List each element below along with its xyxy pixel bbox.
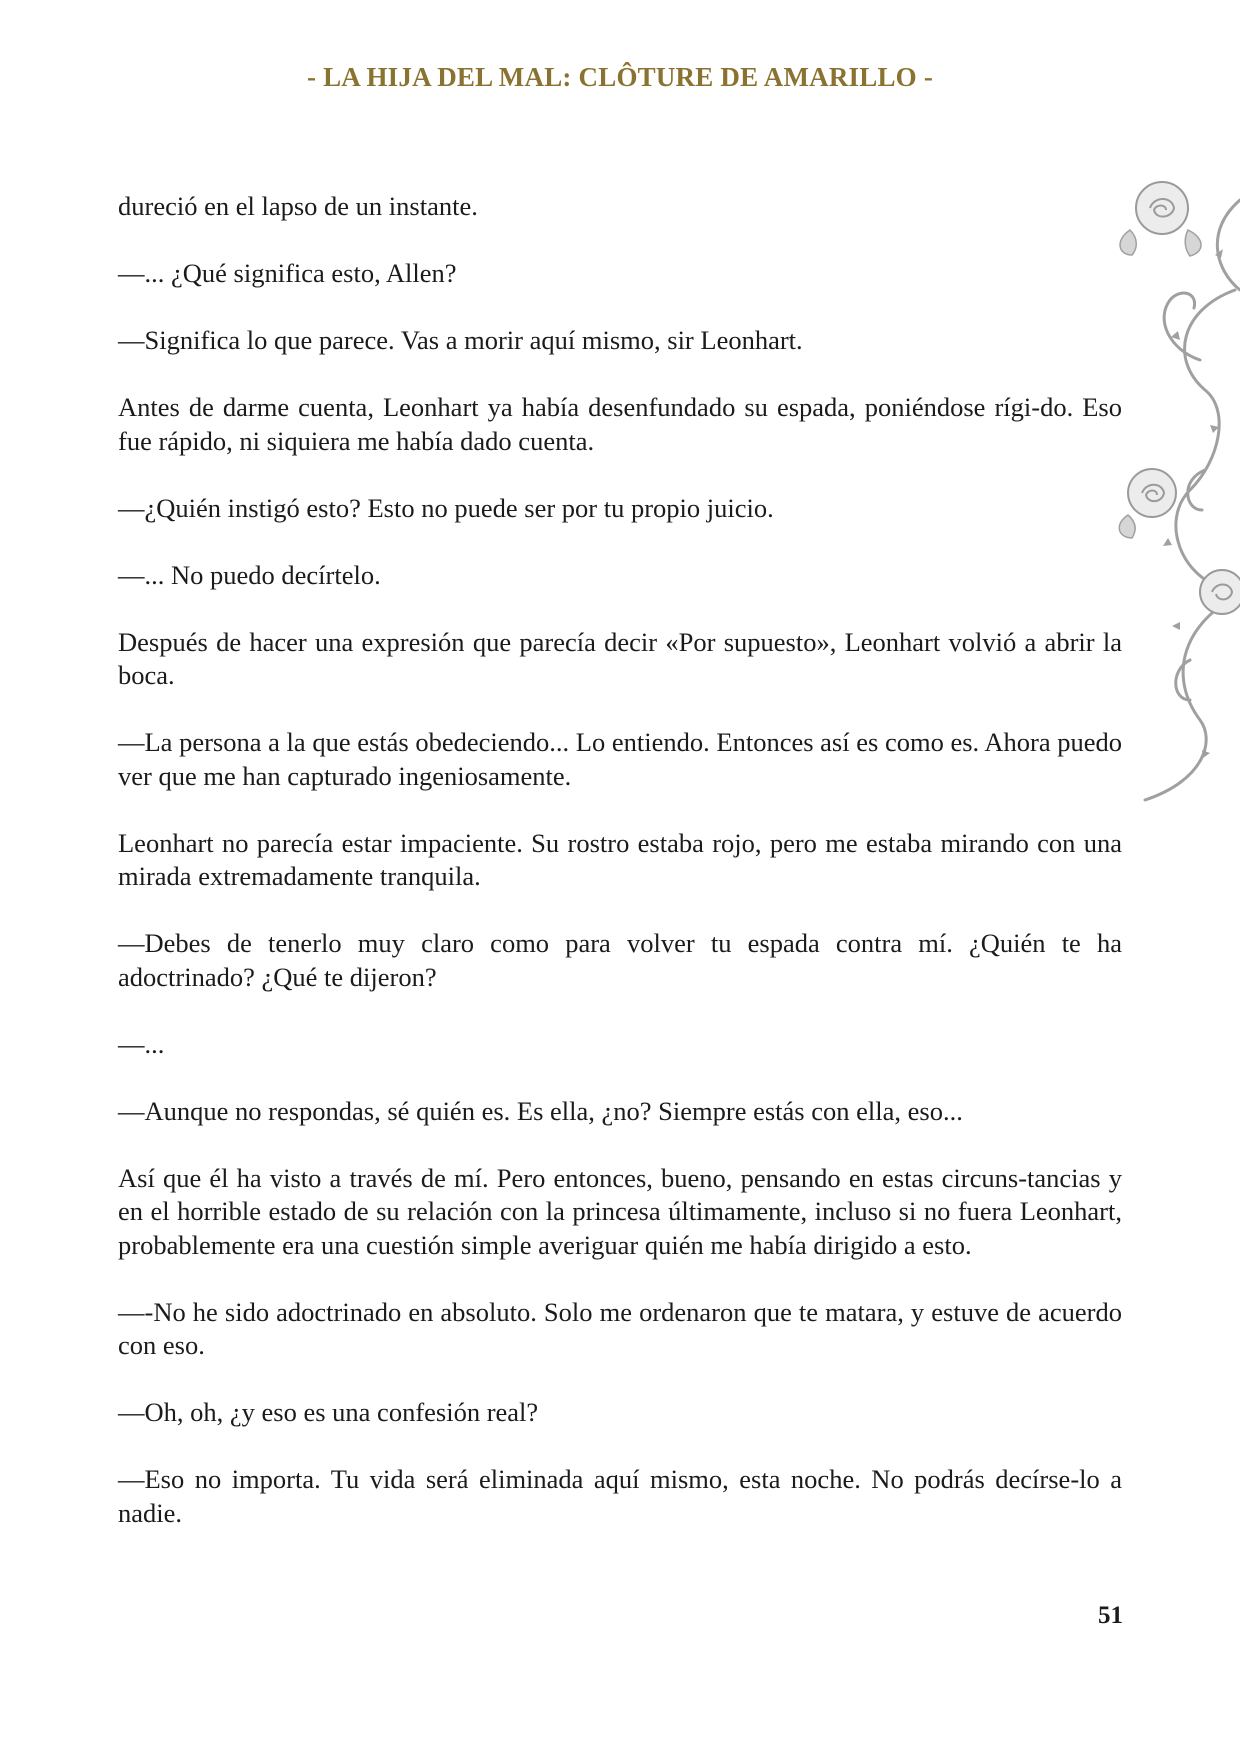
paragraph: —Aunque no respondas, sé quién es. Es ella, ¿no? Siempre estás con ella, eso...	[118, 1095, 963, 1126]
running-header: - LA HIJA DEL MAL: CLÔTURE DE AMARILLO -	[306, 62, 934, 92]
body-text	[118, 190, 1122, 1564]
paragraph: —La persona a la que estás obedeciendo... Lo entiendo. Entonces así es como es. Ahora puedo ver que me han capturado ingeniosamente.	[118, 727, 1122, 791]
paragraph: Así que él ha visto a través de mí. Pero entonces, bueno, pensando en estas circuns-tancias y en el horrible estado de su relación con la princesa últimamente, incluso si no fuera Leonhart, probablemente era una cuestión simple averiguar quién me había dirigido a esto.	[118, 1162, 1122, 1260]
page-number: 51	[1098, 1602, 1123, 1629]
paragraph: —¿Quién instigó esto? Esto no puede ser por tu propio juicio.	[118, 492, 774, 523]
paragraph: —... ¿Qué significa esto, Allen?	[118, 258, 457, 288]
paragraph: —-No he sido adoctrinado en absoluto. Solo me ordenaron que te matara, y estuve de acuerdo con eso.	[118, 1296, 1122, 1360]
paragraph: Antes de darme cuenta, Leonhart ya había desenfundado su espada, poniéndose rígi-do. Eso fue rápido, ni siquiera me había dado cuenta.	[118, 392, 1122, 456]
paragraph: Después de hacer una expresión que parecía decir «Por supuesto», Leonhart volvió a abrir la boca.	[118, 626, 1122, 690]
paragraph: —Oh, oh, ¿y eso es una confesión real?	[118, 1397, 539, 1427]
paragraph: —...	[118, 1028, 165, 1059]
paragraph: Leonhart no parecía estar impaciente. Su rostro estaba rojo, pero me estaba mirando con una mirada extremadamente tranquila.	[118, 827, 1122, 891]
paragraph: —Significa lo que parece. Vas a morir aquí mismo, sir Leonhart.	[118, 325, 803, 355]
paragraph: —Debes de tenerlo muy claro como para volver tu espada contra mí. ¿Quién te ha adoctrinado? ¿Qué te dijeron?	[118, 928, 1122, 992]
rose-vine-ornament-icon	[1110, 160, 1240, 810]
paragraph: —... No puedo decírtelo.	[118, 559, 381, 590]
paragraph: —Eso no importa. Tu vida será eliminada aquí mismo, esta noche. No podrás decírse-lo a nadie.	[118, 1464, 1122, 1528]
paragraph: dureció en el lapso de un instante.	[118, 191, 478, 221]
